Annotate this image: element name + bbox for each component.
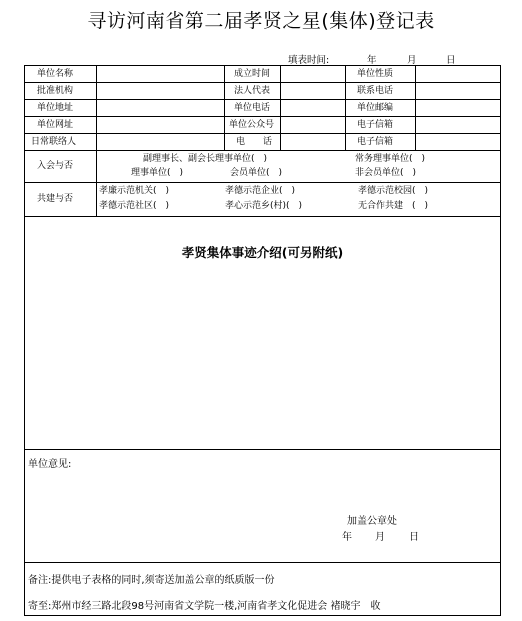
- row-divider: [25, 449, 500, 450]
- cobuild-campus: 孝德示范校园( ): [358, 186, 429, 196]
- cell-daily-contact: 日常联络人: [31, 137, 77, 147]
- col-divider: [345, 66, 346, 150]
- cell-unit-type: 单位性质: [357, 69, 394, 79]
- mail-address-text: 寄至:郑州市经三路北段98号河南省文学院一楼,河南省孝文化促进会 褚晓宇 收: [28, 601, 381, 612]
- opinion-month: 月: [375, 532, 385, 543]
- remark-text: 备注:提供电子表格的同时,须寄送加盖公章的纸质版一份: [28, 575, 275, 586]
- row-divider: [25, 216, 500, 217]
- registration-form: [24, 65, 501, 616]
- fill-time-month: 月: [407, 55, 417, 66]
- opinion-year: 年: [342, 532, 352, 543]
- cobuild-community: 孝德示范社区( ): [99, 201, 170, 211]
- row-divider: [25, 562, 500, 563]
- seal-placeholder: 加盖公章处: [347, 516, 397, 527]
- cell-unit-name: 单位名称: [37, 69, 74, 79]
- col-divider: [415, 66, 416, 150]
- cobuild-organ: 孝廉示范机关( ): [99, 186, 170, 196]
- cell-unit-zip: 单位邮编: [357, 103, 394, 113]
- membership-label: 入会与否: [37, 161, 74, 171]
- cobuild-label: 共建与否: [37, 194, 74, 204]
- membership-director: 理事单位( ): [131, 168, 184, 178]
- opinion-day: 日: [409, 532, 419, 543]
- opinion-label: 单位意见:: [28, 459, 72, 470]
- cobuild-none: 无合作共建 ( ): [358, 201, 429, 211]
- fill-time-year: 年: [367, 55, 377, 66]
- cell-approving-authority: 批准机构: [37, 86, 74, 96]
- cobuild-enterprise: 孝德示范企业( ): [225, 186, 296, 196]
- membership-vice-director: 副理事长、副会长理事单位( ): [143, 154, 268, 164]
- cell-phone: 电 话: [236, 137, 273, 147]
- col-divider: [224, 66, 225, 150]
- membership-non-member: 非会员单位( ): [355, 168, 417, 178]
- cell-unit-phone: 单位电话: [234, 103, 271, 113]
- cell-email-2: 电子信箱: [357, 137, 394, 147]
- cell-contact-phone: 联系电话: [357, 86, 394, 96]
- col-divider: [96, 66, 97, 216]
- cell-public-account: 单位公众号: [229, 120, 275, 130]
- fill-time-day: 日: [446, 55, 456, 66]
- form-title: 寻访河南省第二届孝贤之星(集体)登记表: [87, 10, 435, 32]
- cell-email: 电子信箱: [357, 120, 394, 130]
- membership-executive-director: 常务理事单位( ): [355, 154, 426, 164]
- membership-member: 会员单位( ): [230, 168, 283, 178]
- cell-unit-website: 单位网址: [37, 120, 74, 130]
- col-divider: [280, 66, 281, 150]
- fill-time-label: 填表时间:: [288, 55, 330, 66]
- cell-legal-rep: 法人代表: [234, 86, 271, 96]
- intro-section-title: 孝贤集体事迹介绍(可另附纸): [181, 245, 344, 260]
- cobuild-village: 孝心示范乡(村)( ): [225, 201, 303, 211]
- cell-founded-time: 成立时间: [234, 69, 271, 79]
- cell-unit-address: 单位地址: [37, 103, 74, 113]
